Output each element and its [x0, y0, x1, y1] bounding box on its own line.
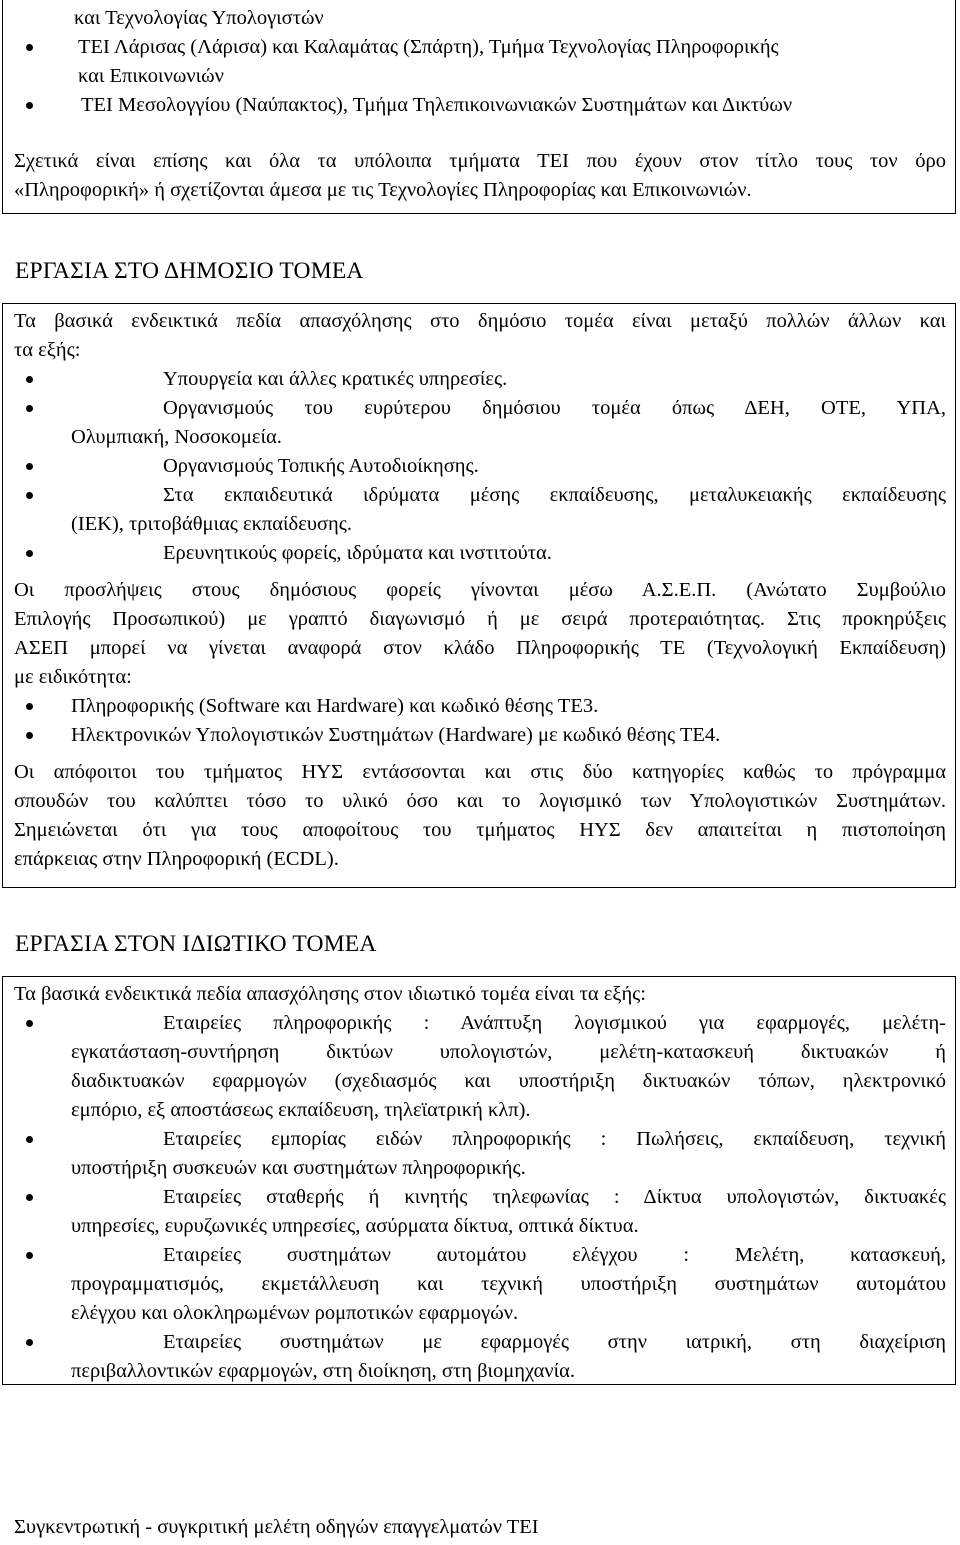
list-item: [14, 1183, 946, 1212]
list-item-text: Εταιρείες εμπορίας ειδών πληροφορικής : Πωλήσεις, εκπαίδευση, τεχνική: [163, 1128, 946, 1150]
paragraph-line: Τα βασικά ενδεικτικά πεδία απασχόλησης στο δημόσιο τομέα είναι μεταξύ πολλών άλλων και: [14, 310, 946, 332]
bullet-icon: [26, 732, 33, 739]
list-item-continuation: διαδικτυακών εφαρμογών (σχεδιασμός και υποστήριξη δικτυακών τόπων, ηλεκτρονικό: [71, 1070, 946, 1092]
list-item-text: Στα εκπαιδευτικά ιδρύματα μέσης εκπαίδευσης, μεταλυκειακής εκπαίδευσης: [163, 484, 946, 506]
bullet-icon: [26, 44, 33, 51]
list-item: [14, 365, 946, 394]
paragraph-line: Οι απόφοιτοι του τμήματος ΗΥΣ εντάσσονται και στις δύο κατηγορίες καθώς το πρόγραμμα: [14, 761, 946, 783]
list-item: [14, 721, 946, 750]
list-item-text: Οργανισμούς Τοπικής Αυτοδιοίκησης.: [163, 455, 479, 477]
paragraph-line: ΑΣΕΠ μπορεί να γίνεται αναφορά στον κλάδο Πληροφορικής ΤΕ (Τεχνολογική Εκπαίδευση): [14, 637, 946, 659]
paragraph-line: επάρκειας στην Πληροφορική (ECDL).: [14, 848, 339, 870]
list-item: [14, 539, 946, 568]
list-item-continuation: προγραμματισμός, εκμετάλλευση και τεχνική υποστήριξη συστημάτων αυτομάτου: [71, 1273, 946, 1295]
list-item-text: Εταιρείες σταθερής ή κινητής τηλεφωνίας : Δίκτυα υπολογιστών, δικτυακές: [163, 1186, 946, 1208]
page-footer: Συγκεντρωτική - συγκριτική μελέτη οδηγών επαγγελματών ΤΕΙ: [14, 1516, 539, 1538]
list-item-text: ΤΕΙ Μεσολογγίου (Ναύπακτος), Τμήμα Τηλεπικοινωνιακών Συστημάτων και Δικτύων: [81, 94, 793, 116]
bullet-icon: [26, 1339, 33, 1346]
bullet-icon: [26, 1020, 33, 1027]
list-item: [14, 1125, 946, 1154]
section-heading-public: ΕΡΓΑΣΙΑ ΣΤΟ ΔΗΜΟΣΙΟ ΤΟΜΕΑ: [15, 258, 364, 284]
list-item-text: ΤΕΙ Λάρισας (Λάρισα) και Καλαμάτας (Σπάρτη), Τμήμα Τεχνολογίας Πληροφορικής: [78, 36, 779, 58]
list-item-text: Εταιρείες συστημάτων αυτομάτου ελέγχου : Μελέτη, κατασκευή,: [163, 1244, 946, 1266]
text-line: και Τεχνολογίας Υπολογιστών: [74, 7, 324, 29]
list-item: [14, 394, 946, 423]
list-item: [14, 1009, 946, 1038]
bullet-icon: [26, 463, 33, 470]
bullet-icon: [26, 703, 33, 710]
paragraph-line: Σημειώνεται ότι για τους αποφοίτους του τμήματος ΗΥΣ δεν απαιτείται η πιστοποίηση: [14, 819, 946, 841]
list-item-continuation: υποστήριξη συσκευών και συστημάτων πληροφορικής.: [71, 1157, 526, 1179]
list-item: [14, 91, 946, 120]
paragraph-line: Τα βασικά ενδεικτικά πεδία απασχόλησης στον ιδιωτικό τομέα είναι τα εξής:: [14, 983, 646, 1005]
list-item-continuation: Ολυμπιακή, Νοσοκομεία.: [71, 426, 282, 448]
paragraph-line: Σχετικά είναι επίσης και όλα τα υπόλοιπα τμήματα ΤΕΙ που έχουν στον τίτλο τους τον όρο: [14, 150, 946, 172]
top-box: [2, 0, 956, 214]
paragraph-line: Οι προσλήψεις στους δημόσιους φορείς γίνονται μέσω Α.Σ.Ε.Π. (Ανώτατο Συμβούλιο: [14, 579, 946, 601]
list-item-text: Οργανισμούς του ευρύτερου δημόσιου τομέα όπως ΔΕΗ, ΟΤΕ, ΥΠΑ,: [163, 397, 946, 419]
bullet-icon: [26, 1194, 33, 1201]
bullet-icon: [26, 1136, 33, 1143]
list-item: [14, 1241, 946, 1270]
list-item: [14, 692, 946, 721]
list-item-continuation: υπηρεσίες, ευρυζωνικές υπηρεσίες, ασύρματα δίκτυα, οπτικά δίκτυα.: [71, 1215, 639, 1237]
list-item-continuation: εμπόριο, εξ αποστάσεως εκπαίδευση, τηλεϊατρική κλπ).: [71, 1099, 531, 1121]
list-item-text: Ερευνητικούς φορείς, ιδρύματα και ινστιτούτα.: [163, 542, 552, 564]
paragraph-line: τα εξής:: [14, 339, 81, 361]
list-item: [14, 481, 946, 510]
paragraph-line: σπουδών του καλύπτει τόσο το υλικό όσο και το λογισμικό των Υπολογιστικών Συστημάτων.: [14, 790, 946, 812]
list-item-text: Υπουργεία και άλλες κρατικές υπηρεσίες.: [163, 368, 508, 390]
bullet-icon: [26, 405, 33, 412]
section-heading-private: ΕΡΓΑΣΙΑ ΣΤΟΝ ΙΔΙΩΤΙΚΟ ΤΟΜΕΑ: [15, 931, 377, 957]
list-item-text: Πληροφορικής (Software και Hardware) και κωδικό θέσης ΤΕ3.: [71, 695, 599, 717]
bullet-icon: [26, 102, 33, 109]
list-item: [14, 452, 946, 481]
list-item-text: Εταιρείες πληροφορικής : Ανάπτυξη λογισμικού για εφαρμογές, μελέτη-: [163, 1012, 946, 1034]
paragraph-line: με ειδικότητα:: [14, 666, 132, 688]
public-sector-box: [2, 303, 956, 888]
bullet-icon: [26, 376, 33, 383]
list-item-text: Εταιρείες συστημάτων με εφαρμογές στην ιατρική, στη διαχείριση: [163, 1331, 946, 1353]
paragraph-line: Επιλογής Προσωπικού) με γραπτό διαγωνισμό ή με σειρά προτεραιότητας. Στις προκηρύξεις: [14, 608, 946, 630]
text-line: και Επικοινωνιών: [78, 65, 224, 87]
list-item-continuation: εγκατάσταση-συντήρηση δικτύων υπολογιστών, μελέτη-κατασκευή δικτυακών ή: [71, 1041, 946, 1063]
list-item-continuation: (ΙΕΚ), τριτοβάθμιας εκπαίδευσης.: [71, 513, 352, 535]
private-sector-box: [2, 976, 956, 1385]
paragraph-line: «Πληροφορική» ή σχετίζονται άμεσα με τις Τεχνολογίες Πληροφορίας και Επικοινωνιών.: [14, 179, 752, 201]
list-item-continuation: περιβαλλοντικών εφαρμογών, στη διοίκηση, στη βιομηχανία.: [71, 1360, 576, 1382]
list-item-continuation: ελέγχου και ολοκληρωμένων ρομποτικών εφαρμογών.: [71, 1302, 519, 1324]
list-item: [14, 1328, 946, 1357]
bullet-icon: [26, 492, 33, 499]
list-item-text: Ηλεκτρονικών Υπολογιστικών Συστημάτων (Hardware) με κωδικό θέσης ΤΕ4.: [71, 724, 721, 746]
list-item: [14, 33, 946, 62]
bullet-icon: [26, 550, 33, 557]
bullet-icon: [26, 1252, 33, 1259]
